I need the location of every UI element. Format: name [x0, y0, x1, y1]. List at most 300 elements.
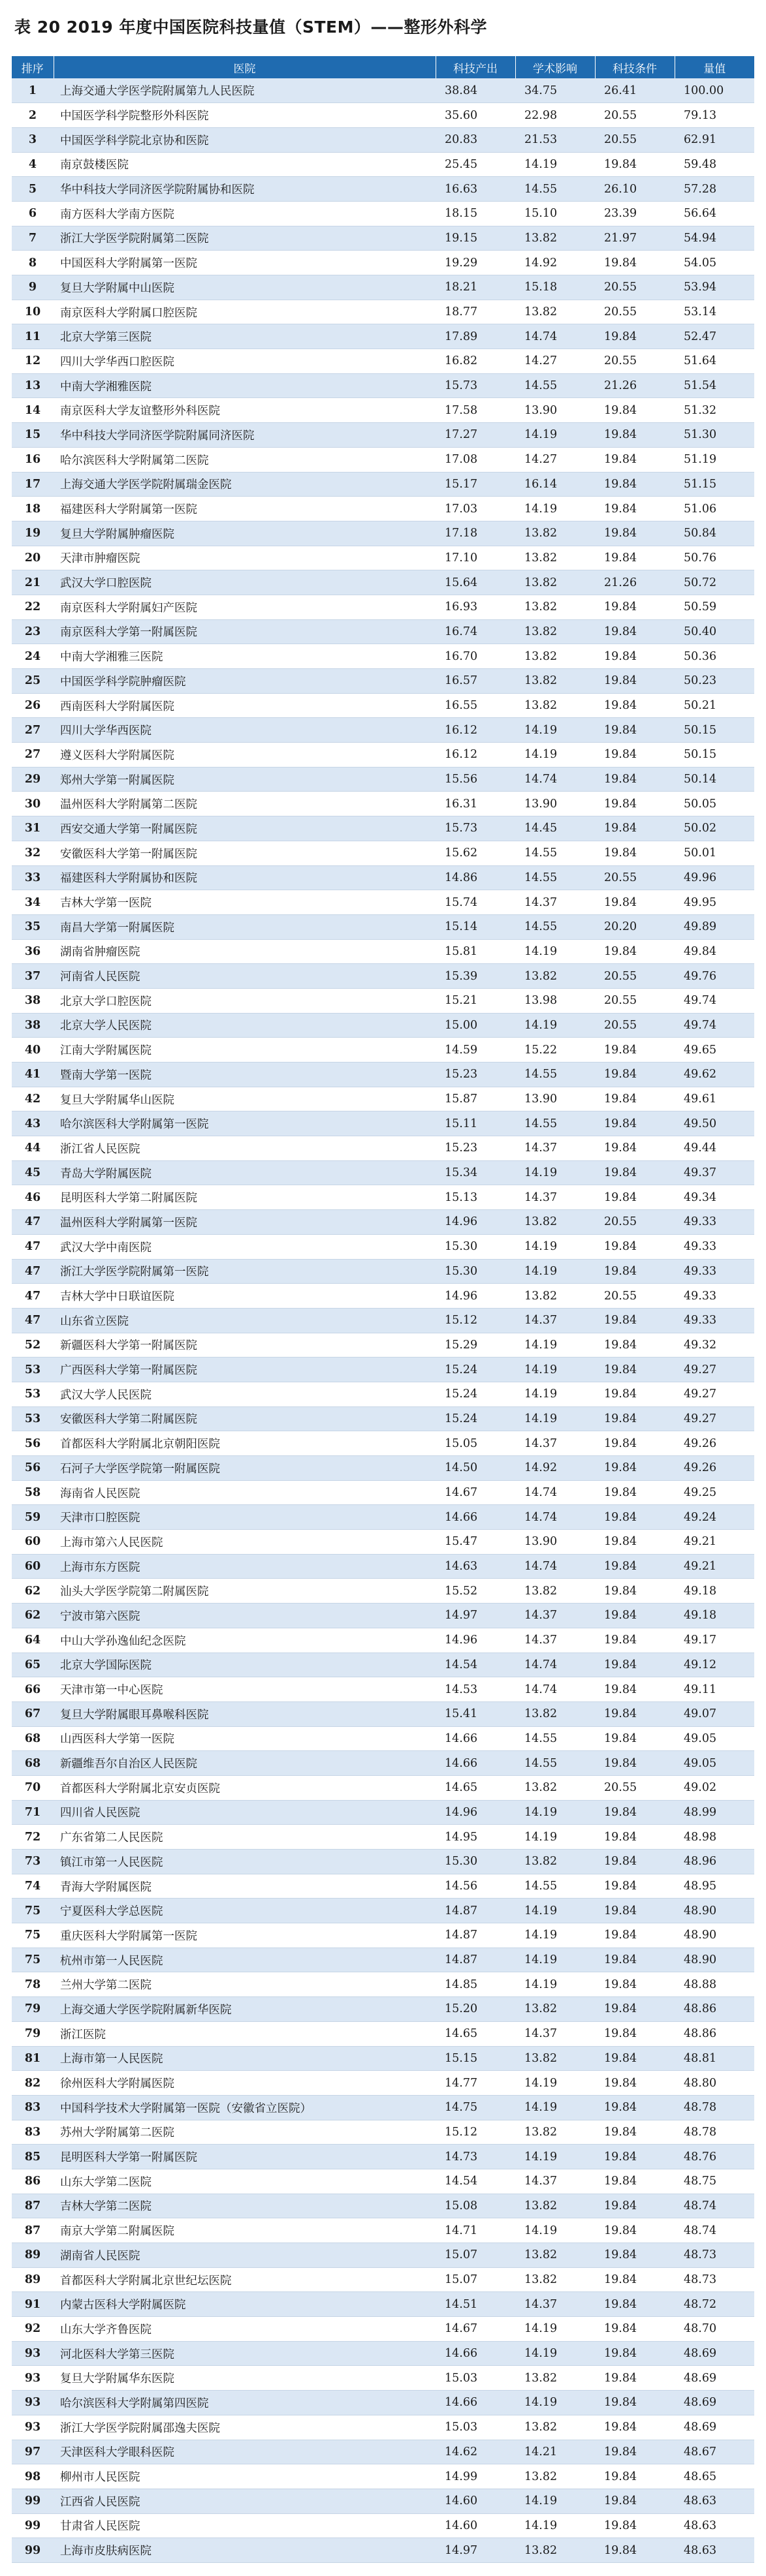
table-row — [12, 1579, 754, 1604]
table-row — [12, 1775, 754, 1800]
cell-output: 19.29 — [436, 251, 515, 275]
cell-conditions: 19.84 — [595, 1136, 675, 1161]
table-row — [12, 1628, 754, 1653]
cell-rank: 73 — [12, 1850, 54, 1874]
table-row — [12, 1874, 754, 1899]
table-row — [12, 1160, 754, 1185]
cell-value: 49.44 — [675, 1136, 754, 1161]
cell-output: 15.62 — [436, 841, 515, 865]
cell-rank: 1 — [12, 78, 54, 103]
cell-academic: 13.82 — [515, 2415, 595, 2440]
cell-conditions: 19.84 — [595, 1653, 675, 1677]
cell-output: 16.74 — [436, 619, 515, 644]
cell-conditions: 19.84 — [595, 890, 675, 915]
cell-conditions: 19.84 — [595, 1185, 675, 1210]
table-row — [12, 718, 754, 743]
cell-value: 48.81 — [675, 2046, 754, 2071]
table-row — [12, 300, 754, 324]
cell-academic: 13.82 — [515, 693, 595, 718]
cell-rank: 21 — [12, 570, 54, 595]
cell-hospital: 安徽医科大学第一附属医院 — [54, 841, 436, 865]
cell-academic: 14.19 — [515, 1406, 595, 1431]
cell-academic: 13.82 — [515, 226, 595, 251]
cell-rank: 89 — [12, 2267, 54, 2292]
cell-hospital: 宁波市第六医院 — [54, 1604, 436, 1628]
cell-hospital: 中国医科大学附属第一医院 — [54, 251, 436, 275]
table-row — [12, 1677, 754, 1702]
cell-conditions: 23.39 — [595, 201, 675, 226]
table-row — [12, 570, 754, 595]
table-row — [12, 1530, 754, 1555]
cell-rank: 78 — [12, 1972, 54, 1997]
cell-rank: 79 — [12, 1997, 54, 2022]
cell-rank: 58 — [12, 1480, 54, 1505]
cell-rank: 52 — [12, 1333, 54, 1358]
cell-hospital: 山西医科大学第一医院 — [54, 1726, 436, 1751]
cell-value: 49.02 — [675, 1775, 754, 1800]
cell-rank: 98 — [12, 2464, 54, 2489]
cell-academic: 15.10 — [515, 201, 595, 226]
cell-output: 14.63 — [436, 1554, 515, 1579]
cell-rank: 27 — [12, 743, 54, 768]
cell-output: 14.96 — [436, 1210, 515, 1235]
cell-conditions: 19.84 — [595, 2145, 675, 2169]
cell-academic: 14.19 — [515, 2071, 595, 2096]
cell-value: 50.14 — [675, 767, 754, 792]
cell-conditions: 19.84 — [595, 1579, 675, 1604]
cell-rank: 91 — [12, 2292, 54, 2317]
cell-rank: 81 — [12, 2046, 54, 2071]
cell-output: 15.47 — [436, 1530, 515, 1555]
table-row — [12, 251, 754, 275]
cell-value: 100.00 — [675, 78, 754, 103]
cell-value: 48.63 — [675, 2489, 754, 2513]
cell-conditions: 19.84 — [595, 1800, 675, 1825]
cell-output: 17.08 — [436, 447, 515, 472]
cell-hospital: 吉林大学中日联谊医院 — [54, 1284, 436, 1309]
cell-rank: 32 — [12, 841, 54, 865]
cell-academic: 13.98 — [515, 988, 595, 1013]
cell-value: 50.40 — [675, 619, 754, 644]
cell-conditions: 26.10 — [595, 177, 675, 202]
cell-conditions: 19.84 — [595, 2464, 675, 2489]
cell-conditions: 19.84 — [595, 497, 675, 521]
table-row — [12, 447, 754, 472]
table-row — [12, 669, 754, 694]
cell-hospital: 上海市第六人民医院 — [54, 1530, 436, 1555]
cell-conditions: 19.84 — [595, 2120, 675, 2145]
cell-hospital: 上海交通大学医学院附属瑞金医院 — [54, 472, 436, 497]
cell-output: 15.56 — [436, 767, 515, 792]
cell-value: 48.86 — [675, 2021, 754, 2046]
cell-rank: 87 — [12, 2218, 54, 2243]
header-hospital: 医院 — [54, 56, 436, 78]
cell-output: 14.67 — [436, 2317, 515, 2342]
cell-hospital: 新疆维吾尔自治区人民医院 — [54, 1751, 436, 1776]
cell-value: 48.96 — [675, 1850, 754, 1874]
table-row — [12, 275, 754, 300]
cell-rank: 75 — [12, 1923, 54, 1948]
cell-hospital: 河北医科大学第三医院 — [54, 2341, 436, 2366]
cell-value: 48.90 — [675, 1899, 754, 1923]
cell-value: 49.95 — [675, 890, 754, 915]
cell-hospital: 南京鼓楼医院 — [54, 152, 436, 177]
cell-value: 48.95 — [675, 1874, 754, 1899]
table-row — [12, 1210, 754, 1235]
cell-conditions: 20.55 — [595, 1210, 675, 1235]
cell-academic: 13.82 — [515, 570, 595, 595]
table-row — [12, 1087, 754, 1111]
cell-value: 49.65 — [675, 1038, 754, 1063]
cell-academic: 14.92 — [515, 251, 595, 275]
cell-academic: 14.74 — [515, 1554, 595, 1579]
cell-hospital: 广东省第二人民医院 — [54, 1825, 436, 1850]
cell-rank: 14 — [12, 398, 54, 423]
cell-output: 16.63 — [436, 177, 515, 202]
header-rank: 排序 — [12, 56, 54, 78]
cell-rank: 93 — [12, 2366, 54, 2391]
cell-rank: 25 — [12, 669, 54, 694]
cell-output: 14.54 — [436, 2169, 515, 2194]
cell-output: 15.24 — [436, 1358, 515, 1382]
cell-rank: 99 — [12, 2489, 54, 2513]
cell-rank: 93 — [12, 2415, 54, 2440]
cell-conditions: 19.84 — [595, 1726, 675, 1751]
cell-output: 15.21 — [436, 988, 515, 1013]
cell-conditions: 19.84 — [595, 619, 675, 644]
table-row — [12, 841, 754, 865]
table-row — [12, 1800, 754, 1825]
cell-rank: 40 — [12, 1038, 54, 1063]
header-value: 量值 — [703, 62, 726, 76]
cell-hospital: 复旦大学附属肿瘤医院 — [54, 521, 436, 546]
cell-academic: 14.19 — [515, 423, 595, 448]
cell-value: 54.94 — [675, 226, 754, 251]
table-row — [12, 103, 754, 128]
cell-value: 49.05 — [675, 1751, 754, 1776]
table-row — [12, 1604, 754, 1628]
table-row — [12, 2513, 754, 2538]
cell-academic: 14.21 — [515, 2440, 595, 2464]
cell-value: 79.13 — [675, 103, 754, 128]
cell-value: 49.74 — [675, 988, 754, 1013]
cell-rank: 53 — [12, 1382, 54, 1406]
cell-rank: 62 — [12, 1604, 54, 1628]
cell-rank: 17 — [12, 472, 54, 497]
table-row — [12, 1333, 754, 1358]
cell-output: 14.54 — [436, 1653, 515, 1677]
cell-rank: 2 — [12, 103, 54, 128]
cell-value: 50.72 — [675, 570, 754, 595]
cell-output: 35.60 — [436, 103, 515, 128]
cell-conditions: 19.84 — [595, 693, 675, 718]
cell-hospital: 中山大学孙逸仙纪念医院 — [54, 1628, 436, 1653]
cell-hospital: 南京大学第二附属医院 — [54, 2218, 436, 2243]
cell-conditions: 19.84 — [595, 152, 675, 177]
cell-hospital: 首都医科大学附属北京安贞医院 — [54, 1775, 436, 1800]
cell-value: 51.19 — [675, 447, 754, 472]
cell-value: 49.27 — [675, 1382, 754, 1406]
cell-value: 48.69 — [675, 2341, 754, 2366]
cell-academic: 14.55 — [515, 1726, 595, 1751]
cell-rank: 62 — [12, 1579, 54, 1604]
cell-output: 15.08 — [436, 2194, 515, 2218]
cell-value: 49.05 — [675, 1726, 754, 1751]
cell-hospital: 北京大学口腔医院 — [54, 988, 436, 1013]
cell-academic: 14.19 — [515, 2341, 595, 2366]
cell-value: 49.26 — [675, 1456, 754, 1481]
cell-rank: 92 — [12, 2317, 54, 2342]
cell-conditions: 20.55 — [595, 127, 675, 152]
cell-output: 17.27 — [436, 423, 515, 448]
cell-value: 48.69 — [675, 2415, 754, 2440]
cell-rank: 68 — [12, 1751, 54, 1776]
cell-output: 14.65 — [436, 1775, 515, 1800]
cell-output: 14.56 — [436, 1874, 515, 1899]
cell-value: 49.11 — [675, 1677, 754, 1702]
table-row — [12, 1111, 754, 1136]
cell-academic: 14.92 — [515, 1456, 595, 1481]
cell-hospital: 昆明医科大学第一附属医院 — [54, 2145, 436, 2169]
cell-conditions: 20.55 — [595, 103, 675, 128]
cell-hospital: 吉林大学第二医院 — [54, 2194, 436, 2218]
cell-conditions: 21.26 — [595, 373, 675, 398]
cell-academic: 14.74 — [515, 1653, 595, 1677]
cell-value: 49.50 — [675, 1111, 754, 1136]
table-row — [12, 152, 754, 177]
cell-academic: 14.37 — [515, 1136, 595, 1161]
cell-academic: 14.37 — [515, 2169, 595, 2194]
cell-academic: 14.37 — [515, 1431, 595, 1456]
cell-academic: 13.82 — [515, 2366, 595, 2391]
cell-value: 48.80 — [675, 2071, 754, 2096]
cell-hospital: 南京医科大学附属妇产医院 — [54, 595, 436, 619]
table-row — [12, 816, 754, 841]
cell-academic: 34.75 — [515, 78, 595, 103]
cell-value: 49.33 — [675, 1308, 754, 1333]
cell-hospital: 天津医科大学眼科医院 — [54, 2440, 436, 2464]
cell-academic: 16.14 — [515, 472, 595, 497]
cell-academic: 14.37 — [515, 890, 595, 915]
cell-value: 49.27 — [675, 1406, 754, 1431]
cell-academic: 14.19 — [515, 718, 595, 743]
table-row — [12, 398, 754, 423]
cell-academic: 14.19 — [515, 1333, 595, 1358]
cell-conditions: 26.41 — [595, 78, 675, 103]
cell-hospital: 哈尔滨医科大学附属第四医院 — [54, 2391, 436, 2415]
cell-value: 48.74 — [675, 2194, 754, 2218]
cell-conditions: 19.84 — [595, 2317, 675, 2342]
table-row — [12, 1899, 754, 1923]
cell-hospital: 天津市第一中心医院 — [54, 1677, 436, 1702]
cell-conditions: 20.55 — [595, 1775, 675, 1800]
cell-output: 15.14 — [436, 914, 515, 939]
cell-hospital: 新疆医科大学第一附属医院 — [54, 1333, 436, 1358]
cell-conditions: 19.84 — [595, 2440, 675, 2464]
cell-hospital: 首都医科大学附属北京朝阳医院 — [54, 1431, 436, 1456]
cell-value: 49.12 — [675, 1653, 754, 1677]
cell-conditions: 19.84 — [595, 1333, 675, 1358]
header-conditions: 科技条件 — [595, 56, 675, 78]
cell-rank: 83 — [12, 2120, 54, 2145]
cell-hospital: 吉林大学第一医院 — [54, 890, 436, 915]
cell-hospital: 武汉大学中南医院 — [54, 1234, 436, 1259]
cell-hospital: 西南医科大学附属医院 — [54, 693, 436, 718]
table-row — [12, 1850, 754, 1874]
table-row — [12, 2194, 754, 2218]
cell-rank: 9 — [12, 275, 54, 300]
table-row — [12, 1456, 754, 1481]
cell-output: 14.62 — [436, 2440, 515, 2464]
cell-rank: 60 — [12, 1554, 54, 1579]
cell-output: 17.89 — [436, 324, 515, 349]
cell-conditions: 19.84 — [595, 2218, 675, 2243]
cell-output: 16.57 — [436, 669, 515, 694]
cell-value: 52.47 — [675, 324, 754, 349]
cell-value: 49.21 — [675, 1554, 754, 1579]
table-row — [12, 2145, 754, 2169]
cell-conditions: 19.84 — [595, 324, 675, 349]
ranking-table — [12, 56, 754, 2563]
cell-output: 14.96 — [436, 1628, 515, 1653]
table-row — [12, 2218, 754, 2243]
cell-hospital: 温州医科大学附属第一医院 — [54, 1210, 436, 1235]
cell-value: 49.33 — [675, 1259, 754, 1284]
cell-conditions: 19.84 — [595, 2391, 675, 2415]
cell-conditions: 19.84 — [595, 2292, 675, 2317]
cell-value: 48.90 — [675, 1923, 754, 1948]
table-row — [12, 2292, 754, 2317]
cell-conditions: 19.84 — [595, 718, 675, 743]
cell-hospital: 湖南省肿瘤医院 — [54, 939, 436, 964]
cell-output: 15.87 — [436, 1087, 515, 1111]
header-row — [12, 56, 754, 78]
cell-hospital: 武汉大学人民医院 — [54, 1382, 436, 1406]
cell-academic: 14.19 — [515, 743, 595, 768]
cell-hospital: 天津市肿瘤医院 — [54, 546, 436, 570]
cell-academic: 14.74 — [515, 767, 595, 792]
cell-value: 48.72 — [675, 2292, 754, 2317]
cell-rank: 41 — [12, 1063, 54, 1087]
cell-output: 14.85 — [436, 1972, 515, 1997]
table-row — [12, 1013, 754, 1038]
cell-rank: 82 — [12, 2071, 54, 2096]
cell-hospital: 遵义医科大学附属医院 — [54, 743, 436, 768]
cell-hospital: 上海交通大学医学院附属第九人民医院 — [54, 78, 436, 103]
cell-rank: 75 — [12, 1948, 54, 1972]
cell-output: 14.75 — [436, 2095, 515, 2120]
cell-rank: 67 — [12, 1701, 54, 1726]
cell-value: 50.02 — [675, 816, 754, 841]
table-row — [12, 2095, 754, 2120]
cell-output: 14.96 — [436, 1800, 515, 1825]
cell-academic: 15.22 — [515, 1038, 595, 1063]
table-row — [12, 1923, 754, 1948]
cell-conditions: 19.84 — [595, 1160, 675, 1185]
cell-rank: 60 — [12, 1530, 54, 1555]
header-output: 科技产出 — [436, 56, 515, 78]
cell-hospital: 江西省人民医院 — [54, 2489, 436, 2513]
cell-hospital: 江南大学附属医院 — [54, 1038, 436, 1063]
cell-conditions: 19.84 — [595, 792, 675, 816]
cell-hospital: 郑州大学第一附属医院 — [54, 767, 436, 792]
cell-output: 14.97 — [436, 1604, 515, 1628]
cell-output: 14.66 — [436, 1751, 515, 1776]
cell-hospital: 浙江医院 — [54, 2021, 436, 2046]
cell-conditions: 19.84 — [595, 939, 675, 964]
table-row — [12, 2071, 754, 2096]
cell-rank: 93 — [12, 2391, 54, 2415]
table-row — [12, 2538, 754, 2563]
table-row — [12, 1948, 754, 1972]
cell-rank: 99 — [12, 2538, 54, 2563]
cell-academic: 14.37 — [515, 2021, 595, 2046]
table-row — [12, 693, 754, 718]
cell-hospital: 上海市皮肤病医院 — [54, 2538, 436, 2563]
cell-conditions: 19.84 — [595, 398, 675, 423]
cell-academic: 13.82 — [515, 644, 595, 669]
cell-value: 49.84 — [675, 939, 754, 964]
cell-academic: 14.19 — [515, 1899, 595, 1923]
cell-output: 18.21 — [436, 275, 515, 300]
table-row — [12, 1554, 754, 1579]
cell-conditions: 19.84 — [595, 1038, 675, 1063]
cell-hospital: 石河子大学医学院第一附属医院 — [54, 1456, 436, 1481]
cell-value: 51.15 — [675, 472, 754, 497]
cell-rank: 45 — [12, 1160, 54, 1185]
cell-conditions: 19.84 — [595, 1259, 675, 1284]
cell-hospital: 中国医学科学院整形外科医院 — [54, 103, 436, 128]
cell-value: 49.26 — [675, 1431, 754, 1456]
table-row — [12, 1825, 754, 1850]
cell-conditions: 19.84 — [595, 1456, 675, 1481]
table-row — [12, 1038, 754, 1063]
cell-conditions: 19.84 — [595, 2366, 675, 2391]
cell-output: 15.17 — [436, 472, 515, 497]
cell-value: 48.76 — [675, 2145, 754, 2169]
cell-conditions: 19.84 — [595, 1431, 675, 1456]
cell-value: 50.15 — [675, 743, 754, 768]
cell-value: 48.63 — [675, 2513, 754, 2538]
cell-rank: 34 — [12, 890, 54, 915]
table-row — [12, 497, 754, 521]
cell-output: 16.70 — [436, 644, 515, 669]
cell-value: 50.21 — [675, 693, 754, 718]
cell-rank: 56 — [12, 1431, 54, 1456]
cell-output: 15.13 — [436, 1185, 515, 1210]
cell-value: 48.75 — [675, 2169, 754, 2194]
cell-hospital: 浙江省人民医院 — [54, 1136, 436, 1161]
table-row — [12, 226, 754, 251]
cell-conditions: 19.84 — [595, 1308, 675, 1333]
table-row — [12, 595, 754, 619]
cell-value: 51.32 — [675, 398, 754, 423]
cell-output: 18.15 — [436, 201, 515, 226]
cell-hospital: 福建医科大学附属第一医院 — [54, 497, 436, 521]
cell-hospital: 汕头大学医学院第二附属医院 — [54, 1579, 436, 1604]
cell-hospital: 四川大学华西口腔医院 — [54, 349, 436, 374]
cell-academic: 15.18 — [515, 275, 595, 300]
cell-conditions: 20.55 — [595, 964, 675, 989]
table-row — [12, 349, 754, 374]
cell-value: 49.27 — [675, 1358, 754, 1382]
cell-academic: 13.82 — [515, 1850, 595, 1874]
cell-rank: 24 — [12, 644, 54, 669]
cell-conditions: 19.84 — [595, 2267, 675, 2292]
cell-conditions: 19.84 — [595, 2513, 675, 2538]
cell-output: 14.95 — [436, 1825, 515, 1850]
cell-value: 53.94 — [675, 275, 754, 300]
